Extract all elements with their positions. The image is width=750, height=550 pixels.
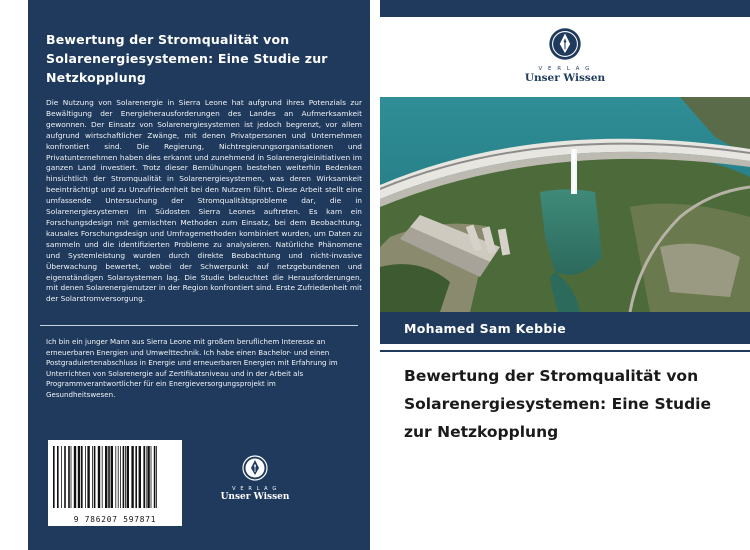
barcode-bar — [53, 446, 55, 508]
barcode-bar — [57, 446, 59, 508]
barcode-bar — [120, 446, 121, 508]
barcode-bars — [53, 446, 177, 508]
barcode-bar — [81, 446, 83, 508]
barcode-bar — [92, 446, 93, 508]
front-title-rule — [380, 350, 750, 352]
barcode-bar — [94, 446, 96, 508]
barcode-bar — [123, 446, 125, 508]
barcode-bar — [115, 446, 116, 508]
publisher-name: Unser Wissen — [220, 492, 290, 502]
barcode-bar — [71, 446, 72, 508]
barcode-bar — [98, 446, 100, 508]
pen-nib-seal-icon — [548, 27, 582, 61]
back-cover-divider — [40, 325, 358, 326]
author-name: Mohamed Sam Kebbie — [404, 321, 566, 336]
barcode-bar — [135, 446, 137, 508]
front-top-bar — [380, 0, 750, 17]
back-cover-abstract: Die Nutzung von Solarenergie in Sierra Leone hat aufgrund ihres Potenzials zur Bewältigung der Energieherausforderungen des Landes an Aufmerksamkeit gewonnen. Der Einsatz von Solarenergiesystemen ist jedoch begrenzt, vor allem aufgrund wirtschaftlicher Zwänge, mit denen Privatpersonen und Unternehmen konfrontiert sind. Die Regierung, Nichtregierungsorganisationen und Privatunternehmen haben dies erkannt und zunehmend in Solarenergieinitiativen im ganzen Land investiert. Trotz dieser Bemühungen bestehen weiterhin Bedenken hinsichtlich der Stromqualität in Solarenergiesystemen, was deren Wirksamkeit beeinträchtigt und zu Unzufriedenheit bei den Nutzern führt. Diese Arbeit stellt eine umfassende Untersuchung der Stromqualitätsprobleme dar, die in Solarenergiesystemen im Südosten Sierra Leones auftreten. Es kam ein Forschungsdesign mit gemischten Methoden zum Einsatz, bei dem Beobachtung, kausales Forschungsdesign und Umfragemethoden kombiniert wurden, um Daten zu sammeln und die identifizierten Probleme zu analysieren. Natürliche Phänomene und Systemleistung wurden durch direkte Beobachtung und nicht-invasive Überwachung bewertet, wobei der Schwerpunkt auf netzgebundenen und eigenständigen Solarsystemen lag. Die Studie beleuchtet die Herausforderungen, mit denen Solarenergienutzer in der Region konfrontiert sind. Erste Zufriedenheit mit der Solarstromversorgung. — [46, 98, 362, 304]
barcode-bar — [131, 446, 133, 508]
barcode-bar — [108, 446, 110, 508]
barcode-bar — [85, 446, 86, 508]
barcode-bar — [125, 446, 126, 508]
publisher-name: Unser Wissen — [524, 72, 606, 84]
barcode-bar — [118, 446, 119, 508]
barcode-bar — [147, 446, 149, 508]
front-publisher-logo — [520, 27, 610, 84]
author-band — [380, 312, 750, 344]
barcode-bar — [64, 446, 66, 508]
barcode-bar — [127, 446, 129, 508]
back-cover — [28, 0, 370, 550]
barcode-bar — [87, 446, 89, 508]
dam-aerial-photo — [380, 97, 750, 312]
back-publisher-logo — [220, 455, 290, 502]
barcode-bar — [156, 446, 157, 508]
barcode-bar — [111, 446, 113, 508]
barcode-bar — [68, 446, 70, 508]
isbn-digits: 9 786207 597871 — [73, 515, 157, 524]
front-cover — [380, 0, 750, 550]
barcode-bar — [105, 446, 107, 508]
barcode-bar — [146, 446, 147, 508]
author-bio: Ich bin ein junger Mann aus Sierra Leone mit großem beruflichem Interesse an erneuerbaren Energien und Umwelttechnik. Ich habe einen Bachelor- und einen Postgraduiertenabschluss in Energie und erneuerbaren Energien mit Erfahrung im Unterrichten von Solarenergie auf Zertifikatsniveau und in der Arbeit als Programmverantwortlicher für ein Energieversorgungsprojekt im Gesundheitswesen. — [46, 337, 338, 399]
publisher-verlag-label: V E R L A G — [538, 66, 592, 72]
publisher-verlag-label: V E R L A G — [232, 486, 278, 492]
barcode-bar — [139, 446, 141, 508]
book-spine — [370, 0, 380, 550]
barcode-bar — [61, 446, 62, 508]
front-cover-title: Bewertung der Stromqualität von Solarenergiesystemen: Eine Studie zur Netzkopplung — [404, 367, 711, 441]
barcode-bar — [151, 446, 152, 508]
barcode-bar — [154, 446, 156, 508]
back-cover-title: Bewertung der Stromqualität von Solarenergiesystemen: Eine Studie zur Netzkopplung — [46, 32, 328, 85]
barcode-bar — [102, 446, 103, 508]
barcode-bar — [143, 446, 145, 508]
isbn-barcode — [48, 440, 182, 526]
barcode-bar — [78, 446, 80, 508]
pen-nib-seal-icon — [242, 455, 268, 481]
barcode-bar — [74, 446, 76, 508]
